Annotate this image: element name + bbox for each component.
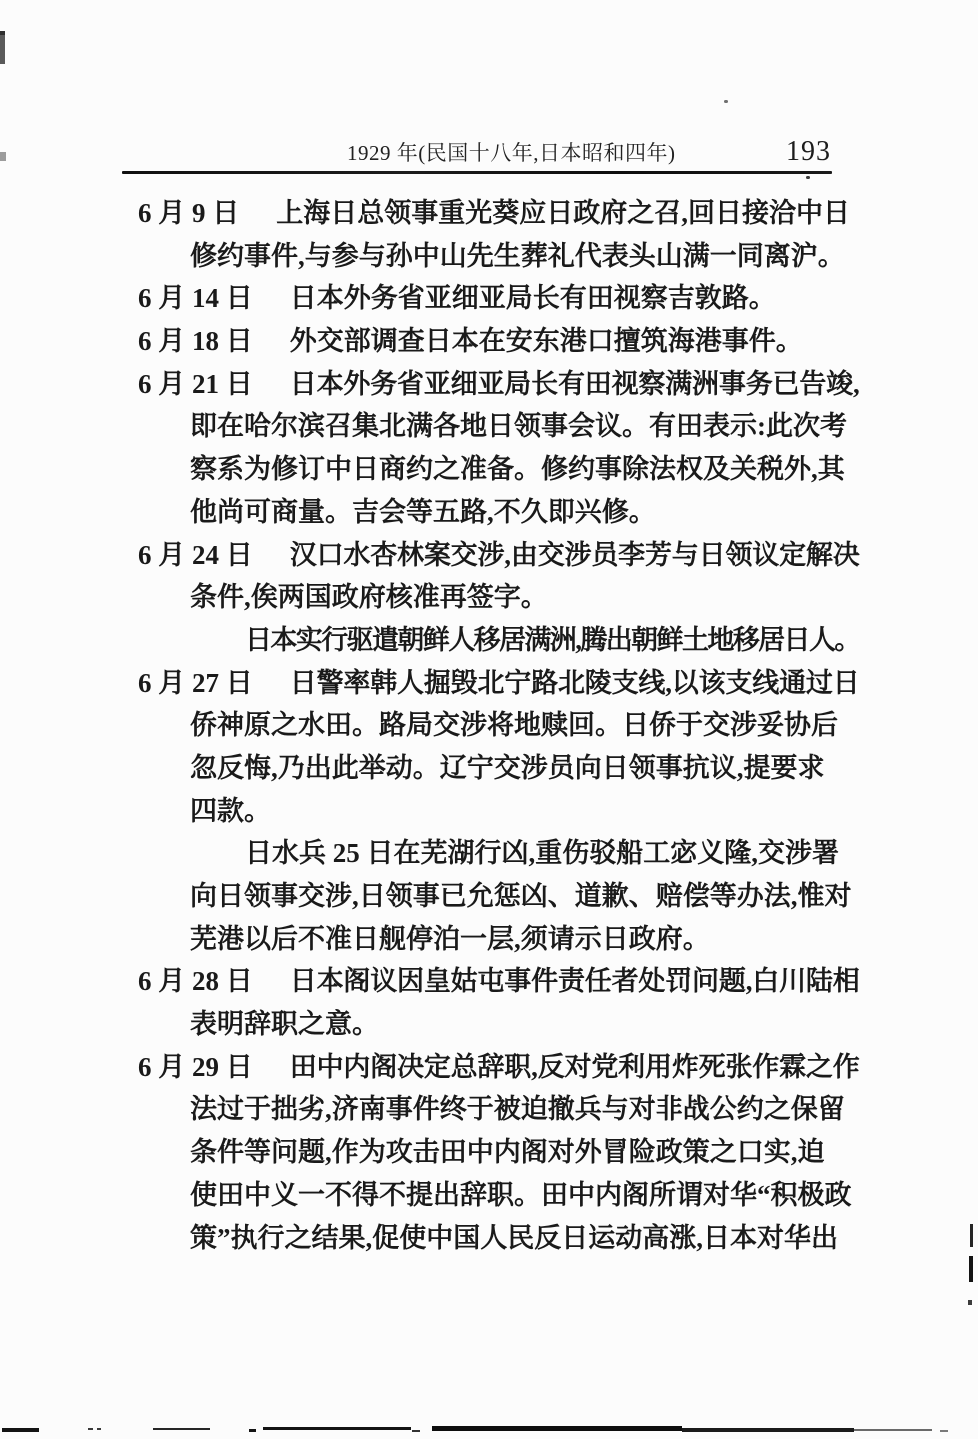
entry-date: 6 月 24 日 <box>138 539 253 570</box>
chronology-entry <box>138 1046 860 1259</box>
text-line <box>138 1046 860 1089</box>
text-line <box>138 320 860 363</box>
text-line <box>138 534 860 577</box>
text-line <box>138 192 860 235</box>
entry-text: 汉口水杏林案交涉,由交涉员李芳与日领议定解决 <box>289 539 860 570</box>
text-line <box>138 747 860 790</box>
entry-date: 6 月 21 日 <box>138 368 253 399</box>
scan-artifact-bottom-line-segment <box>940 1430 948 1432</box>
entry-text: 修约事件,与参与孙中山先生葬礼代表头山满一同离沪。 <box>190 240 845 271</box>
chronology-entry <box>138 277 860 320</box>
text-line <box>138 1003 860 1046</box>
text-line <box>138 277 860 320</box>
scan-artifact-bottom-line-segment <box>854 1429 932 1431</box>
scan-artifact-left-edge-smudge <box>0 152 6 161</box>
text-line <box>138 1174 860 1217</box>
entry-text: 忽反悔,乃出此举动。辽宁交涉员向日领事抗议,提要求 <box>190 752 825 783</box>
entry-text: 表明辞职之意。 <box>190 1009 379 1040</box>
chronology-paragraph <box>138 619 860 662</box>
entry-text: 策”执行之结果,促使中国人民反日运动高涨,日本对华出 <box>190 1222 838 1253</box>
entry-text: 田中内阁决定总辞职,反对党利用炸死张作霖之作 <box>289 1051 860 1082</box>
scan-artifact-bottom-line-segment <box>249 1429 256 1432</box>
scan-artifact-right-edge-dash <box>970 1224 973 1247</box>
entry-text: 芜港以后不准日舰停泊一层,须请示日政府。 <box>190 923 710 954</box>
text-line <box>138 235 860 278</box>
scan-artifact-right-edge-dot <box>968 1300 972 1305</box>
entry-date: 6 月 9 日 <box>138 198 240 228</box>
entry-date: 6 月 27 日 <box>138 667 253 698</box>
text-line <box>138 790 860 833</box>
header-rule <box>122 171 832 174</box>
entry-text: 日本实行驱遣朝鲜人移居满洲,腾出朝鲜土地移居日人。 <box>245 624 860 655</box>
text-line <box>138 363 860 406</box>
entry-text: 日本阁议因皇姑屯事件责任者处罚问题,白川陆相 <box>289 966 860 997</box>
entry-text: 四款。 <box>190 795 271 826</box>
text-line <box>138 662 860 705</box>
chronology-entry <box>138 534 860 619</box>
text-line <box>138 405 860 448</box>
scan-artifact-left-edge-mark <box>0 31 5 64</box>
scan-artifact-bottom-line-segment <box>88 1428 93 1430</box>
scan-artifact-right-edge-dash <box>969 1256 973 1282</box>
scan-artifact-bottom-line-segment <box>263 1427 411 1430</box>
page-number: 193 <box>786 136 831 167</box>
text-line <box>138 491 860 534</box>
chronology-paragraph <box>138 832 860 960</box>
text-line <box>138 448 860 491</box>
chronology-text-block <box>138 192 860 1259</box>
entry-text: 使田中义一不得不提出辞职。田中内阁所谓对华“积极政 <box>190 1179 852 1210</box>
entry-text: 察系为修订中日商约之准备。修约事除法权及关税外,其 <box>190 454 845 485</box>
scan-artifact-speck <box>806 176 810 179</box>
entry-date: 6 月 29 日 <box>138 1051 253 1082</box>
running-head-title: 1929 年(民国十八年,日本昭和四年) <box>347 141 676 165</box>
entry-text: 向日领事交涉,日领事已允惩凶、道歉、赔偿等办法,惟对 <box>190 881 852 911</box>
scan-artifact-bottom-line-segment <box>412 1430 420 1432</box>
entry-text: 上海日总领事重光葵应日政府之召,回日接洽中日 <box>276 198 850 228</box>
text-line <box>138 960 860 1003</box>
entry-text: 法过于拙劣,济南事件终于被迫撤兵与对非战公约之保留 <box>190 1094 845 1125</box>
text-line <box>138 1217 860 1260</box>
entry-text: 即在哈尔滨召集北满各地日领事会议。有田表示:此次考 <box>190 411 847 442</box>
scan-artifact-bottom-line-segment <box>153 1428 210 1430</box>
scan-artifact-speck <box>724 100 728 103</box>
chronology-entry <box>138 320 860 363</box>
chronology-entry <box>138 192 860 277</box>
scan-artifact-bottom-line-segment <box>682 1428 854 1432</box>
chronology-entry <box>138 662 860 833</box>
entry-text: 条件,俟两国政府核准再签字。 <box>190 582 548 613</box>
text-line <box>138 875 860 918</box>
entry-text: 外交部调查日本在安东港口擅筑海港事件。 <box>289 326 803 357</box>
entry-text: 侨神原之水田。路局交涉将地赎回。日侨于交涉妥协后 <box>190 710 838 741</box>
entry-text: 日本外务省亚细亚局长有田视察吉敦路。 <box>289 283 776 314</box>
scan-artifact-bottom-line-segment <box>97 1428 101 1430</box>
entry-text: 日本外务省亚细亚局长有田视察满洲事务已告竣, <box>289 368 860 399</box>
text-line <box>138 832 860 875</box>
entry-text: 日水兵 25 日在芜湖行凶,重伤驳船工宓义隆,交涉署 <box>245 838 839 869</box>
text-line <box>138 918 860 961</box>
entry-text: 日警率韩人掘毁北宁路北陵支线,以该支线通过日 <box>289 667 860 698</box>
entry-text: 他尚可商量。吉会等五路,不久即兴修。 <box>190 496 656 527</box>
text-line <box>138 1088 860 1131</box>
chronology-entry <box>138 960 860 1045</box>
entry-date: 6 月 18 日 <box>138 326 253 357</box>
text-line <box>138 704 860 747</box>
entry-text: 条件等问题,作为攻击田中内阁对外冒险政策之口实,迫 <box>190 1137 825 1168</box>
text-line <box>138 619 860 662</box>
text-line <box>138 576 860 619</box>
entry-date: 6 月 14 日 <box>138 283 253 314</box>
entry-date: 6 月 28 日 <box>138 966 253 997</box>
text-line <box>138 1131 860 1174</box>
scan-artifact-bottom-line-segment <box>432 1426 682 1431</box>
chronology-entry <box>138 363 860 534</box>
scan-artifact-bottom-line-segment <box>2 1428 39 1432</box>
